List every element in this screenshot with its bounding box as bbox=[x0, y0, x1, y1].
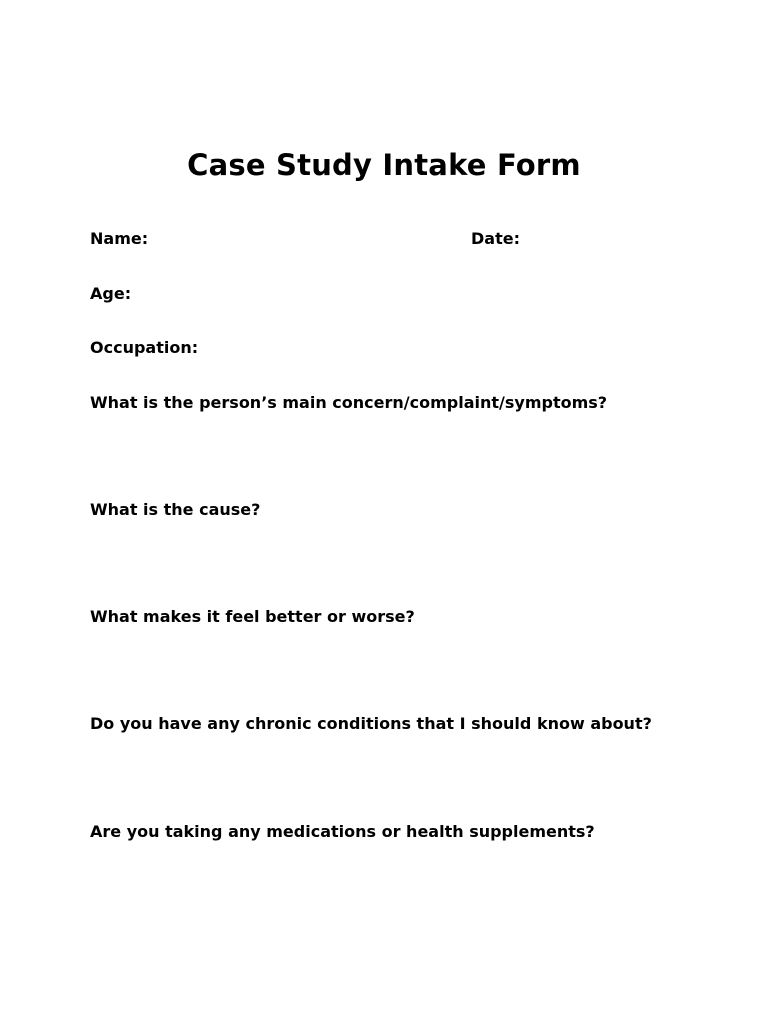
question-chronic-conditions: Do you have any chronic conditions that I should know about? bbox=[90, 714, 652, 733]
age-field-label: Age: bbox=[90, 284, 132, 303]
question-main-concern: What is the person’s main concern/complaint/symptoms? bbox=[90, 393, 608, 412]
name-field-label: Name: bbox=[90, 229, 149, 248]
question-medications: Are you taking any medications or health supplements? bbox=[90, 822, 595, 841]
date-field-label: Date: bbox=[471, 229, 520, 248]
form-title: Case Study Intake Form bbox=[187, 148, 581, 182]
occupation-field-label: Occupation: bbox=[90, 338, 199, 357]
question-better-worse: What makes it feel better or worse? bbox=[90, 607, 415, 626]
question-cause: What is the cause? bbox=[90, 500, 261, 519]
